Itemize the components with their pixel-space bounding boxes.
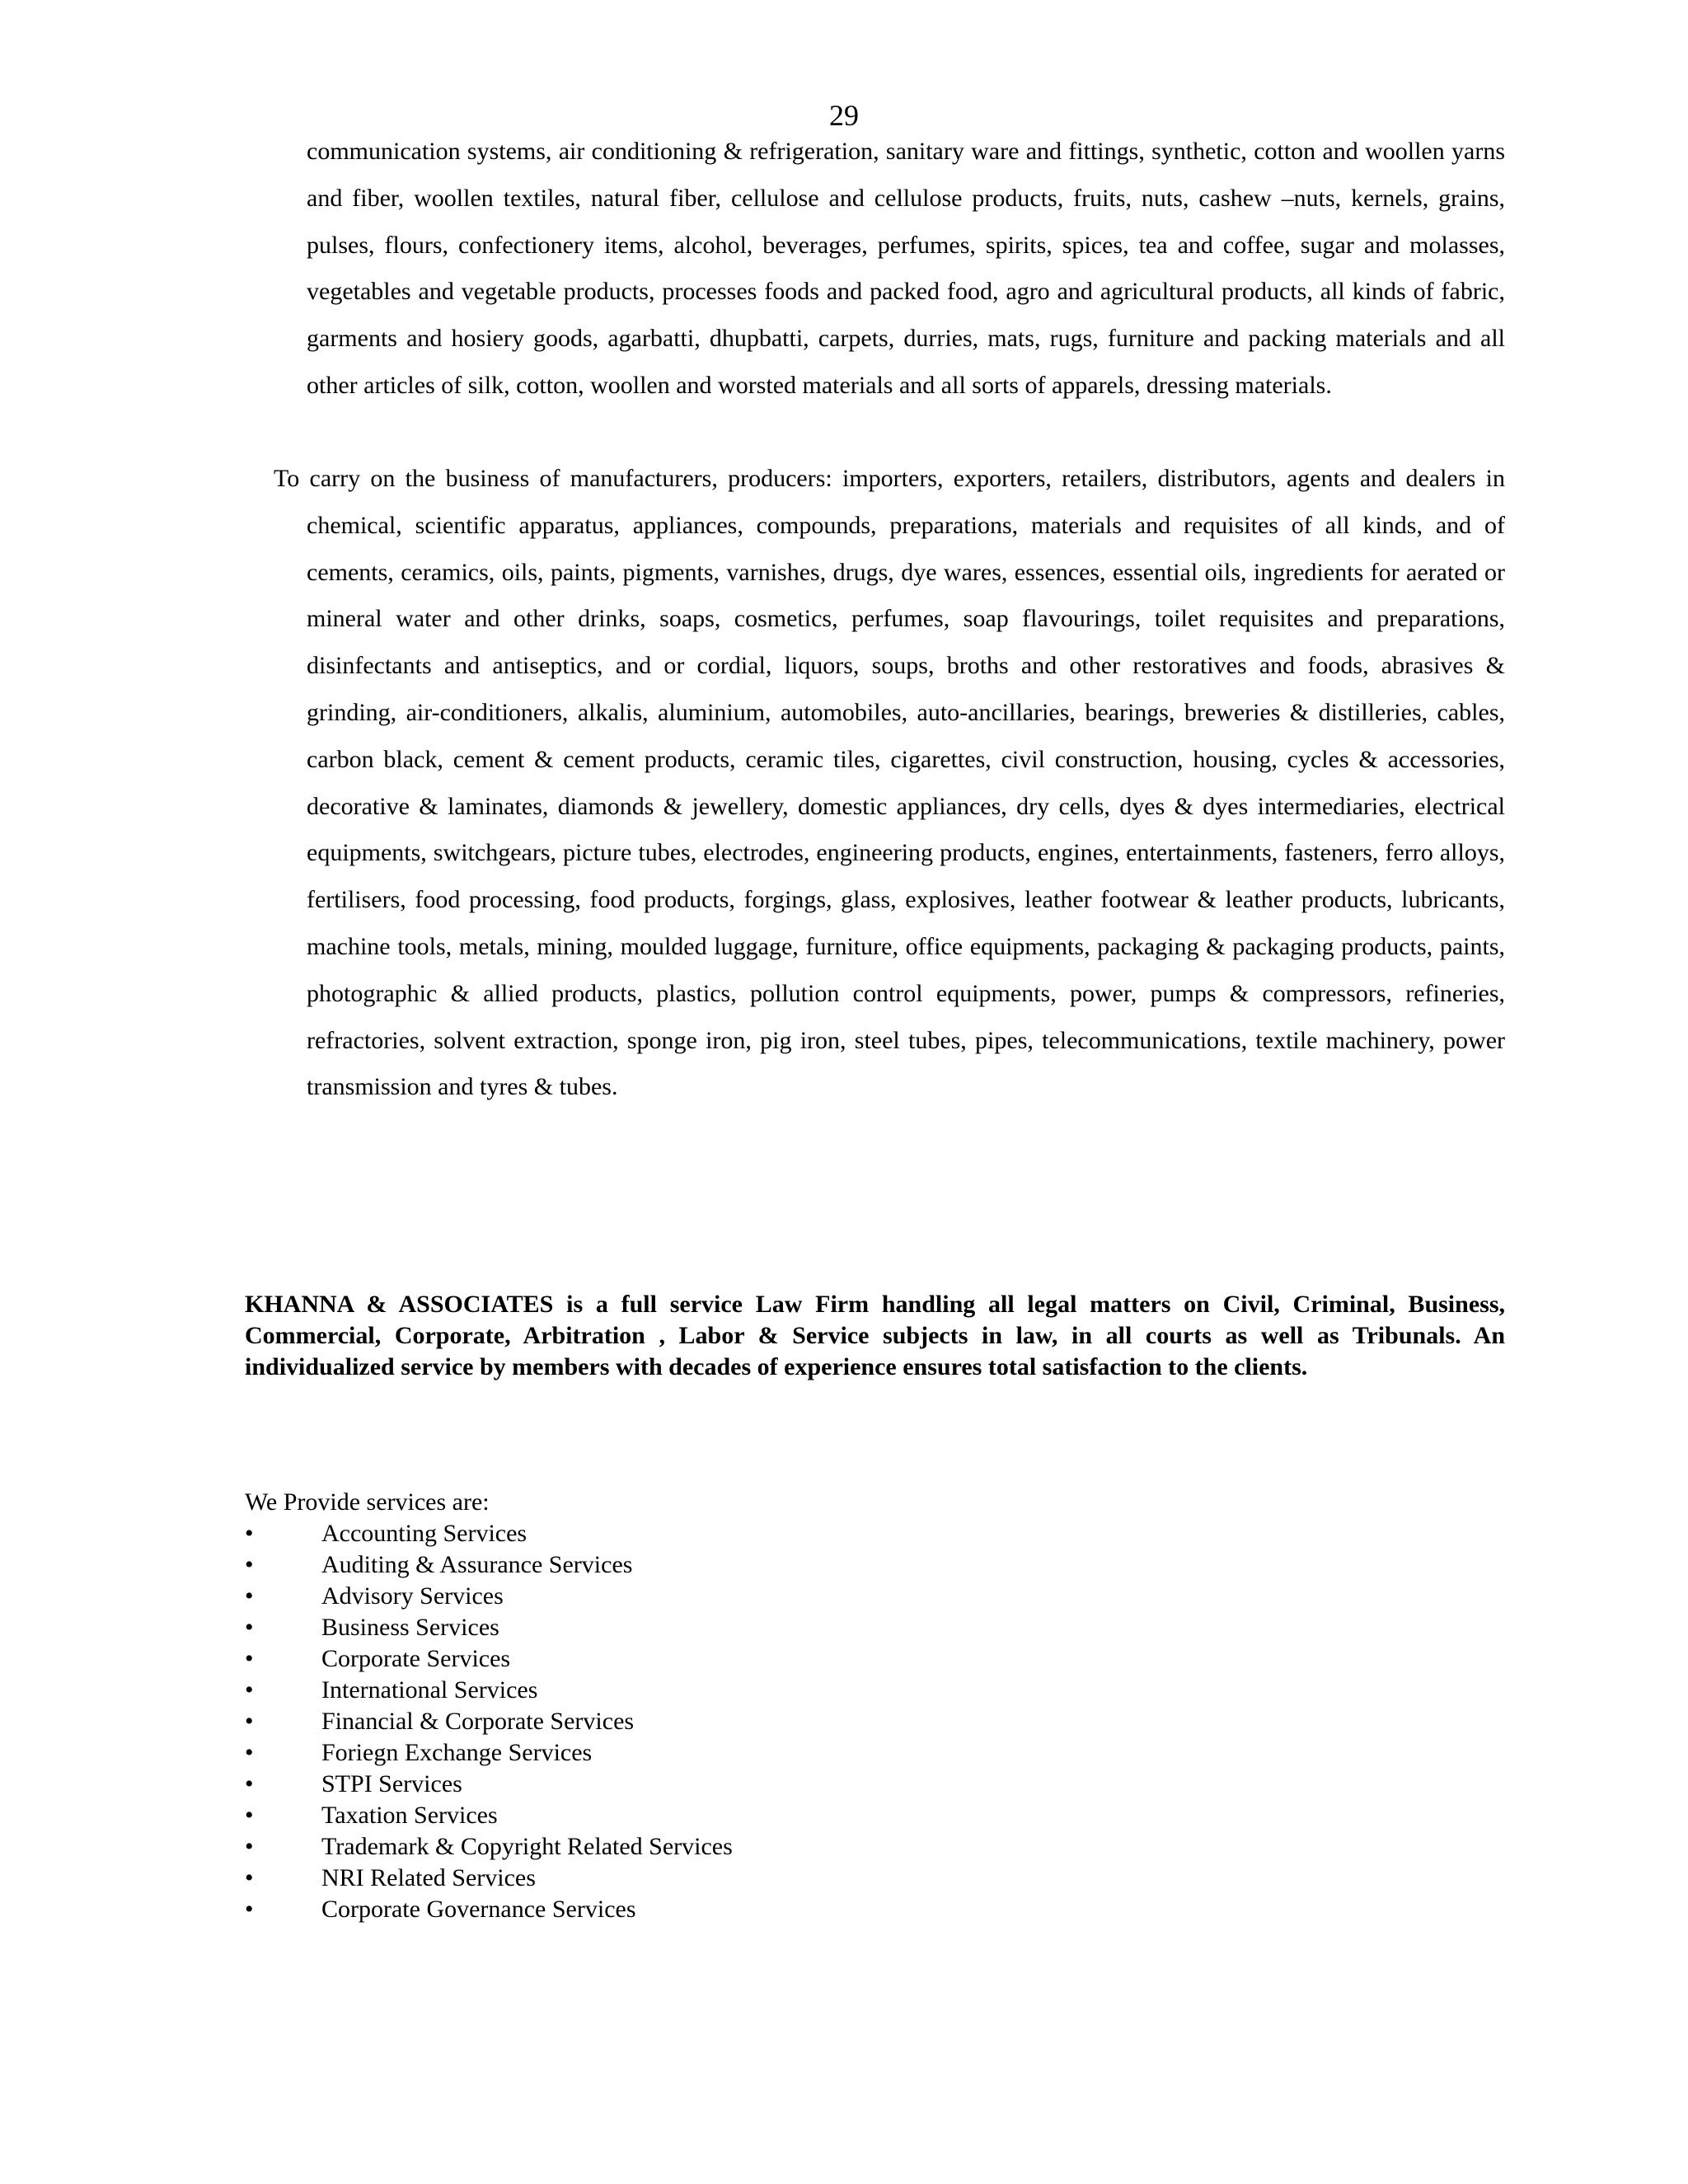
firm-intro-paragraph: KHANNA & ASSOCIATES is a full service Law Firm handling all legal matters on Civil, Criminal, Business, Commercial, Corporate, Arbitration , Labor & Service subjects in law, in all courts as well as Tribunals. An individualized service by members with decades of experience ensures total satisfaction to the clients. xyxy=(245,1291,1505,1380)
service-label: Trademark & Copyright Related Services xyxy=(321,1833,733,1860)
bullet-icon: • xyxy=(245,1802,254,1829)
list-item xyxy=(245,1643,733,1675)
bullet-icon: • xyxy=(245,1896,254,1923)
list-item xyxy=(245,1800,733,1831)
bullet-icon: • xyxy=(245,1582,254,1610)
list-item xyxy=(245,1863,733,1894)
list-item xyxy=(245,1518,733,1549)
service-label: STPI Services xyxy=(321,1770,462,1797)
service-label: NRI Related Services xyxy=(321,1864,536,1891)
list-item xyxy=(245,1831,733,1863)
bullet-icon: • xyxy=(245,1739,254,1766)
list-item xyxy=(245,1737,733,1769)
bullet-icon: • xyxy=(245,1770,254,1797)
bullet-icon: • xyxy=(245,1551,254,1578)
list-item xyxy=(245,1675,733,1706)
service-label: Financial & Corporate Services xyxy=(321,1708,635,1735)
bullet-icon: • xyxy=(245,1676,254,1704)
service-label: Accounting Services xyxy=(321,1520,528,1547)
continuation-paragraph: communication systems, air conditioning & refrigeration, sanitary ware and fittings, synthetic, cotton and woollen yarns and fiber, woollen textiles, natural fiber, cellulose and cellulose products, fruits, nuts, cashew –nuts, kernels, grains, pulses, flours, confectionery items, alcohol, beverages, perfumes, spirits, spices, tea and coffee, sugar and molasses, vegetables and vegetable products, processes foods and packed food, agro and agricultural products, all kinds of fabric, garments and hosiery goods, agarbatti, dhupbatti, carpets, durries, mats, rugs, furniture and packing materials and all other articles of silk, cotton, woollen and worsted materials and all sorts of apparels, dressing materials. xyxy=(307,138,1505,399)
service-label: Auditing & Assurance Services xyxy=(321,1551,633,1578)
list-item xyxy=(245,1769,733,1800)
service-label: International Services xyxy=(321,1676,538,1704)
service-label: Corporate Governance Services xyxy=(321,1896,636,1923)
bullet-icon: • xyxy=(245,1708,254,1735)
service-label: Taxation Services xyxy=(321,1802,498,1829)
bullet-icon: • xyxy=(245,1833,254,1860)
page-number: 29 xyxy=(829,99,859,132)
bullet-icon: • xyxy=(245,1645,254,1672)
list-item xyxy=(245,1894,733,1925)
business-objects-paragraph: To carry on the business of manufacturers, producers: importers, exporters, retailers, distributors, agents and dealers in chemical, scientific apparatus, appliances, compounds, preparations, materials and requisites of all kinds, and of cements, ceramics, oils, paints, pigments, varnishes, drugs, dye wares, essences, essential oils, ingredients for aerated or mineral water and other drinks, soaps, cosmetics, perfumes, soap flavourings, toilet requisites and preparations, disinfectants and antiseptics, and or cordial, liquors, soups, broths and other restoratives and foods, abrasives & grinding, air-conditioners, alkalis, aluminium, automobiles, auto-ancillaries, bearings, breweries & distilleries, cables, carbon black, cement & cement products, ceramic tiles, cigarettes, civil construction, housing, cycles & accessories, decorative & laminates, diamonds & jewellery, domestic appliances, dry cells, dyes & dyes intermediaries, electrical equipments, switchgears, picture tubes, electrodes, engineering products, engines, entertainments, fasteners, ferro alloys, fertilisers, food processing, food products, forgings, glass, explosives, leather footwear & leather products, lubricants, machine tools, metals, mining, moulded luggage, furniture, office equipments, packaging & packaging products, paints, photographic & allied products, plastics, pollution control equipments, power, pumps & compressors, refineries, refractories, solvent extraction, sponge iron, pig iron, steel tubes, pipes, telecommunications, textile machinery, power transmission and tyres & tubes. xyxy=(274,465,1505,1101)
services-heading: We Provide services are: xyxy=(245,1488,490,1516)
services-list xyxy=(245,1518,733,1925)
list-item xyxy=(245,1612,733,1643)
service-label: Corporate Services xyxy=(321,1645,511,1672)
service-label: Business Services xyxy=(321,1614,499,1641)
bullet-icon: • xyxy=(245,1520,254,1547)
service-label: Advisory Services xyxy=(321,1582,504,1610)
bullet-icon: • xyxy=(245,1864,254,1891)
service-label: Foriegn Exchange Services xyxy=(321,1739,593,1766)
list-item xyxy=(245,1706,733,1737)
bullet-icon: • xyxy=(245,1614,254,1641)
list-item xyxy=(245,1549,733,1581)
list-item xyxy=(245,1581,733,1612)
